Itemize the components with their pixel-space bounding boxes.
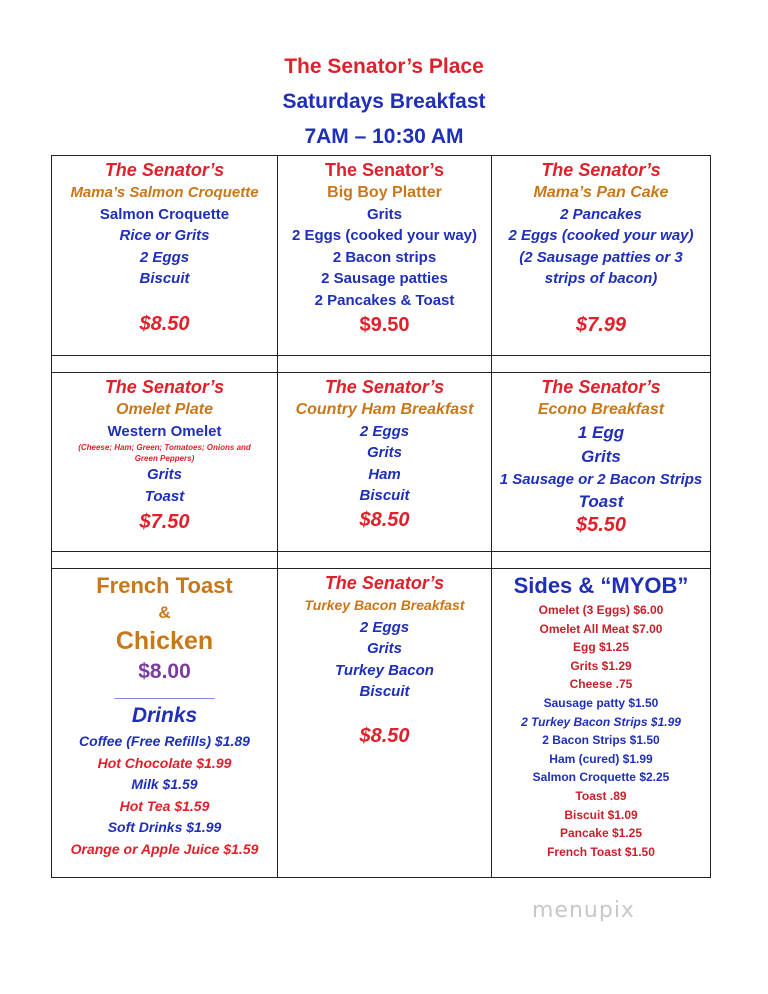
- item-line: 2 Eggs (cooked your way): [291, 227, 478, 244]
- item-price: $8.50: [139, 312, 190, 335]
- menu-item-french-toast-chicken: [52, 571, 277, 877]
- side-item: 2 Turkey Bacon Strips $1.99: [521, 714, 681, 729]
- item-line: Biscuit: [359, 683, 410, 700]
- item-brand: The Senator’s: [324, 573, 445, 593]
- drink-item: Coffee (Free Refills) $1.89: [79, 733, 250, 749]
- item-line: Grits: [146, 466, 182, 483]
- menu-item-mamas-pan-cake: [492, 158, 710, 354]
- item-line: Toast: [578, 492, 624, 511]
- side-item: 2 Bacon Strips $1.50: [542, 733, 660, 748]
- grid-divider: [52, 372, 710, 373]
- item-brand: The Senator’s: [541, 160, 661, 180]
- menu-hours: 7AM – 10:30 AM: [304, 125, 464, 148]
- drinks-heading: Drinks: [131, 704, 198, 727]
- side-item: Egg $1.25: [572, 640, 630, 655]
- item-line: 1 Sausage or 2 Bacon Strips: [499, 470, 703, 488]
- item-brand: The Senator’s: [104, 160, 225, 180]
- side-item: Omelet (3 Eggs) $6.00: [538, 603, 664, 617]
- item-line: 2 Eggs: [139, 248, 190, 266]
- menu-grid: [51, 155, 711, 878]
- item-price: $7.50: [139, 511, 190, 533]
- item-brand: The Senator’s: [324, 377, 445, 397]
- side-item: Pancake $1.25: [559, 826, 643, 841]
- item-title: Mama’s Pan Cake: [533, 184, 669, 201]
- item-title: Omelet Plate: [116, 401, 213, 418]
- menu-item-country-ham-breakfast: [278, 375, 491, 550]
- item-line: 2 Pancakes: [560, 205, 642, 223]
- menu-item-salmon-croquette: [52, 158, 277, 354]
- item-title: Country Ham Breakfast: [295, 401, 474, 418]
- item-line: Western Omelet: [107, 422, 222, 440]
- item-line: Grits: [366, 205, 402, 223]
- item-brand: The Senator’s: [324, 160, 445, 180]
- item-title: Econo Breakfast: [537, 401, 665, 418]
- side-item: Salmon Croquette $2.25: [532, 770, 670, 785]
- item-line: Biscuit: [359, 487, 410, 504]
- drink-item: Orange or Apple Juice $1.59: [70, 840, 259, 857]
- side-item: Ham (cured) $1.99: [549, 751, 653, 766]
- item-line: Grits: [581, 446, 621, 466]
- item-line: Toast: [144, 487, 185, 505]
- side-item: Grits $1.29: [570, 658, 632, 673]
- item-title: Mama’s Salmon Croquette: [70, 184, 259, 201]
- side-item: French Toast $1.50: [547, 844, 655, 859]
- side-item: Cheese .75: [569, 677, 633, 692]
- item-line: Rice or Grits: [119, 227, 210, 244]
- item-line: 2 Eggs: [359, 618, 410, 636]
- item-line: (2 Sausage patties or 3: [519, 248, 683, 266]
- item-price: $8.50: [359, 508, 410, 531]
- item-line: 1 Egg: [577, 422, 625, 442]
- item-line: 2 Sausage patties: [321, 270, 448, 287]
- item-line: Salmon Croquette: [99, 205, 230, 223]
- grid-divider: [52, 568, 710, 569]
- item-price: $5.50: [575, 514, 627, 536]
- menu-item-omelet-plate: [52, 375, 277, 550]
- item-ampersand: &: [158, 603, 171, 622]
- grid-divider: [52, 551, 710, 552]
- grid-divider: [52, 355, 710, 356]
- item-line: 2 Bacon strips: [332, 248, 437, 266]
- menu-item-econo-breakfast: [492, 375, 710, 550]
- sides-panel: [492, 571, 710, 877]
- item-line: 2 Pancakes & Toast: [314, 291, 455, 309]
- side-item: Biscuit $1.09: [564, 807, 638, 822]
- item-brand: The Senator’s: [104, 377, 225, 397]
- divider-line: ____________: [114, 684, 215, 701]
- item-title: Turkey Bacon Breakfast: [304, 597, 465, 613]
- menu-item-big-boy-platter: [278, 158, 491, 354]
- item-line: Biscuit: [139, 270, 190, 287]
- item-line: strips of bacon): [544, 270, 658, 287]
- side-item: Sausage patty $1.50: [543, 695, 659, 710]
- item-price: $9.50: [359, 314, 410, 336]
- item-price: $7.99: [575, 313, 627, 336]
- item-title: French Toast: [96, 573, 233, 598]
- item-price: $8.00: [138, 660, 191, 683]
- restaurant-name: The Senator’s Place: [284, 55, 484, 78]
- item-line: Turkey Bacon: [335, 661, 434, 679]
- drink-item: Hot Tea $1.59: [119, 797, 210, 814]
- item-line: Grits: [366, 640, 402, 657]
- item-line: 2 Eggs: [359, 422, 410, 440]
- item-line: Grits: [366, 444, 402, 461]
- item-title: Big Boy Platter: [327, 184, 442, 201]
- item-line: Ham: [368, 465, 401, 483]
- item-line: 2 Eggs (cooked your way): [508, 227, 694, 244]
- item-brand: The Senator’s: [541, 377, 661, 397]
- item-price: $8.50: [359, 724, 410, 747]
- side-item: Toast .89: [575, 788, 627, 803]
- drink-item: Milk $1.59: [131, 776, 198, 792]
- item-note: (Cheese; Ham; Green; Tomatoes; Onions and Green Peppers): [78, 443, 251, 463]
- sides-heading: Sides & “MYOB”: [513, 573, 689, 598]
- menu-name: Saturdays Breakfast: [282, 90, 486, 113]
- drink-item: Hot Chocolate $1.99: [97, 754, 232, 771]
- watermark: menupix: [532, 898, 635, 923]
- menu-item-turkey-bacon-breakfast: [278, 571, 491, 877]
- side-item: Omelet All Meat $7.00: [539, 621, 663, 636]
- drink-item: Soft Drinks $1.99: [107, 819, 222, 835]
- item-title: Chicken: [115, 627, 214, 655]
